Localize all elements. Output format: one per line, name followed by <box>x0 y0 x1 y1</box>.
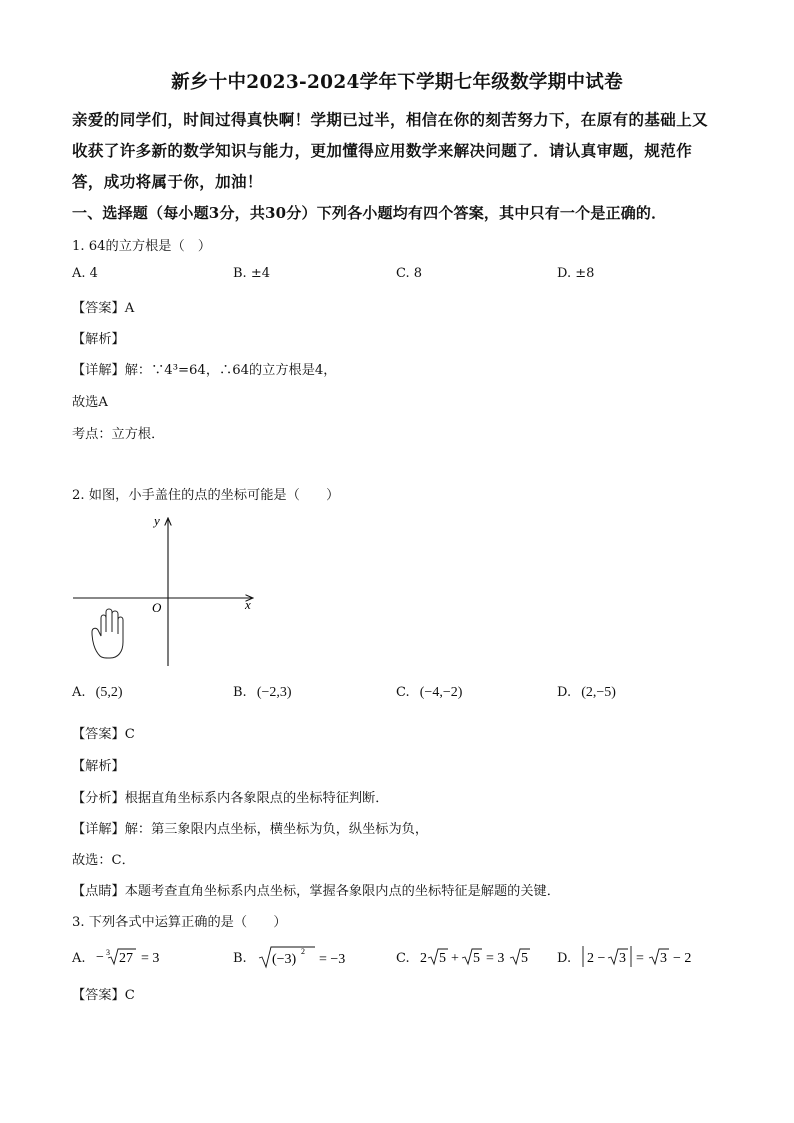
q3-option-b-letter: B. <box>233 951 247 966</box>
q1-answer: 【答案】A <box>72 301 135 316</box>
q3-option-c-formula <box>420 946 538 968</box>
q2-option-d-letter: D. <box>557 685 572 700</box>
q1-option-d: D. ±8 <box>557 266 595 281</box>
y-axis-label: y <box>154 513 160 528</box>
q2-option-c <box>396 685 462 701</box>
q2-option-d <box>557 685 616 701</box>
q2-fenxi: 【分析】根据直角坐标系内各象限点的坐标特征判断． <box>72 791 389 806</box>
q2-detail: 【详解】解：第三象限内点坐标，横坐标为负，纵坐标为负， <box>72 822 429 837</box>
q3-option-d-letter: D. <box>557 951 572 966</box>
svg-text:2: 2 <box>300 947 305 956</box>
q2-option-d-value: (2,−5) <box>581 685 616 700</box>
q2-choose: 故选：C． <box>72 853 135 868</box>
svg-text:− 2: − 2 <box>673 951 692 966</box>
q1-option-b: B. ±4 <box>233 266 270 281</box>
coordinate-figure <box>70 508 260 673</box>
svg-text:3: 3 <box>619 951 627 966</box>
q2-option-a-letter: A. <box>72 685 86 700</box>
svg-text:5: 5 <box>438 951 446 966</box>
q2-option-b <box>233 685 292 701</box>
q1-option-c: C. 8 <box>396 266 423 281</box>
svg-text:+: + <box>450 951 459 966</box>
section-heading: 一、选择题（每小题3分，共30分）下列各小题均有四个答案，其中只有一个是正确的． <box>72 204 667 222</box>
q2-option-a <box>72 685 123 701</box>
q1-analysis-label: 【解析】 <box>72 332 125 347</box>
svg-text:2: 2 <box>419 951 427 966</box>
hand-icon <box>92 609 123 658</box>
svg-text:(−3): (−3) <box>271 952 297 967</box>
q3-option-d-formula <box>581 944 711 970</box>
q3-answer: 【答案】C <box>72 988 135 1003</box>
x-axis-label: x <box>245 597 251 612</box>
q2-option-a-value: (5,2) <box>95 685 123 700</box>
svg-text:= −3: = −3 <box>318 952 346 967</box>
q3-option-a <box>72 946 176 968</box>
q2-stem: 2. 如图，小手盖住的点的坐标可能是（ ） <box>72 488 340 503</box>
q2-option-b-value: (−2,3) <box>256 685 292 700</box>
svg-text:= 3: = 3 <box>140 951 160 966</box>
q3-option-c-letter: C. <box>396 951 410 966</box>
q1-choose: 故选A <box>72 395 108 410</box>
q3-stem: 3. 下列各式中运算正确的是（ ） <box>72 915 287 930</box>
q1-detail: 【详解】解：∵4³=64，∴64的立方根是4， <box>72 363 337 378</box>
q3-option-b <box>233 944 367 970</box>
q2-option-b-letter: B. <box>233 685 247 700</box>
q1-option-a: A. 4 <box>72 266 98 281</box>
q1-kaodian: 考点：立方根． <box>72 427 165 442</box>
svg-text:27: 27 <box>118 951 133 966</box>
svg-text:=: = <box>636 951 645 966</box>
origin-label: O <box>152 600 162 615</box>
intro-line-3: 答，成功将属于你，加油！ <box>72 172 263 191</box>
q3-option-a-letter: A. <box>72 951 86 966</box>
page-title: 新乡十中2023-2024学年下学期七年级数学期中试卷 <box>171 72 623 93</box>
q3-option-a-formula <box>96 946 176 968</box>
q3-option-b-formula <box>257 944 367 970</box>
q2-answer: 【答案】C <box>72 727 135 742</box>
q1-stem: 1. 64的立方根是（ ） <box>72 239 212 254</box>
intro-line-1: 亲爱的同学们，时间过得真快啊！学期已过半，相信在你的刻苦努力下，在原有的基础上又 <box>72 110 709 129</box>
svg-text:5: 5 <box>520 951 528 966</box>
q2-option-c-value: (−4,−2) <box>419 685 463 700</box>
q2-analysis-label: 【解析】 <box>72 759 125 774</box>
svg-text:3: 3 <box>660 951 668 966</box>
q2-option-c-letter: C. <box>396 685 410 700</box>
svg-text:3: 3 <box>105 948 110 957</box>
svg-text:= 3: = 3 <box>485 951 505 966</box>
svg-text:−: − <box>95 950 104 965</box>
svg-text:5: 5 <box>472 951 480 966</box>
svg-text:2 −: 2 − <box>587 951 606 966</box>
q2-dianjing: 【点睛】本题考查直角坐标系内点坐标，掌握各象限内点的坐标特征是解题的关键． <box>72 884 560 899</box>
q3-option-c <box>396 946 538 968</box>
q3-option-d <box>557 944 711 970</box>
intro-line-2: 收获了许多新的数学知识与能力，更加懂得应用数学来解决问题了．请认真审题，规范作 <box>72 141 693 160</box>
